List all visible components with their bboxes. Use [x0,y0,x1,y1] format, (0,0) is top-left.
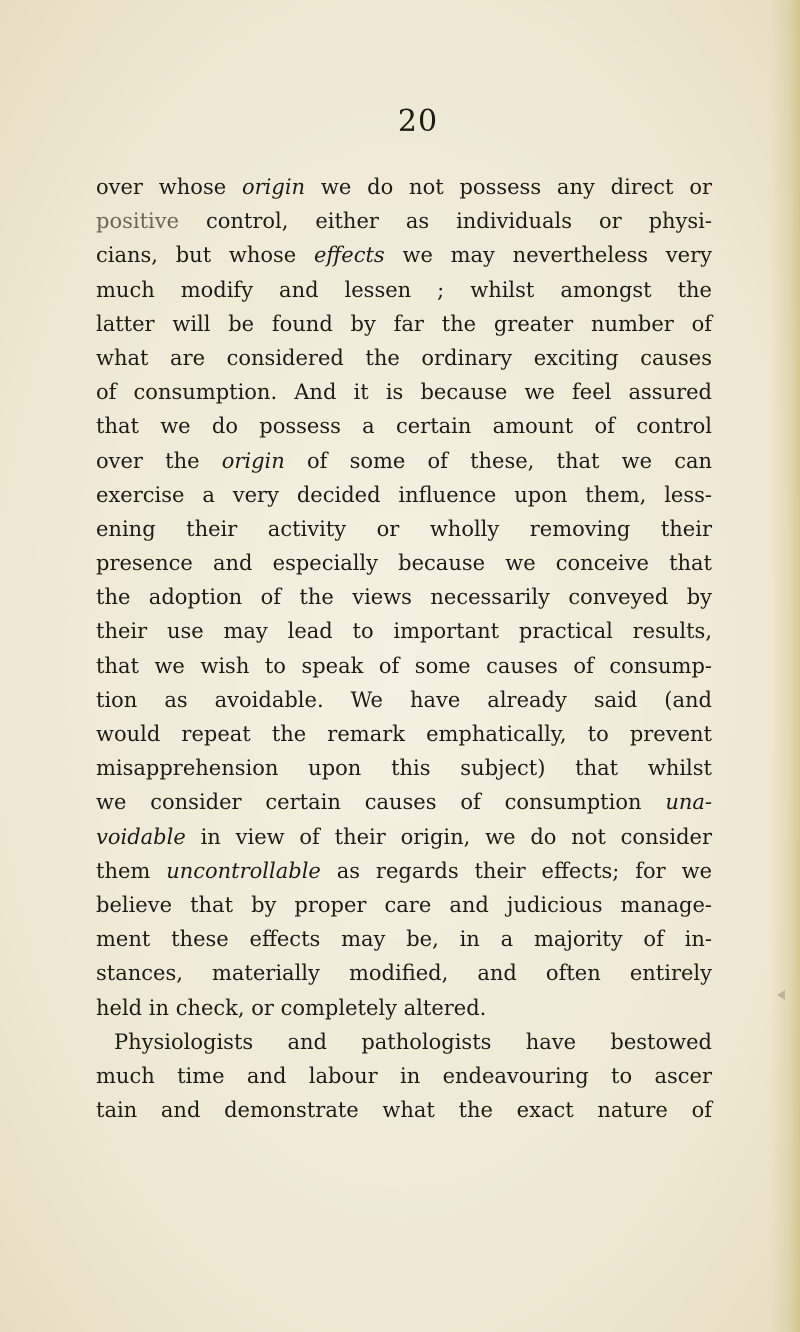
text-line: we consider certain causes of consumption una- [96,790,712,815]
text-line: that we wish to speak of some causes of consump- [96,653,712,678]
text-line: Physiologists and pathologists have bestowed [114,1029,712,1054]
text-line: tion as avoidable. We have already said (and [96,687,712,712]
text-line: misapprehension upon this subject) that whilst [96,756,712,781]
text-line: of consumption. And it is because we feel assured [96,380,712,405]
text-line: ening their activity or wholly removing their [96,516,712,541]
page-number: 20 [397,104,439,139]
text-line: ment these effects may be, in a majority of in- [96,927,712,952]
text-line: their use may lead to important practical results, [96,619,712,644]
text-line: much modify and lessen ; whilst amongst the [96,277,712,302]
text-line: tain and demonstrate what the exact nature of [96,1098,712,1123]
text-line: voidable in view of their origin, we do not consider [96,824,712,849]
text-line: them uncontrollable as regards their effects; for we [96,858,712,883]
text-line: much time and labour in endeavouring to ascer [96,1063,712,1088]
text-line: cians, but whose effects we may nevertheless very [96,243,712,268]
body-text [96,170,712,1127]
text-line: over the origin of some of these, that we can [96,448,712,473]
text-line: would repeat the remark emphatically, to prevent [96,722,712,746]
text-line: over whose origin we do not possess any direct or [96,175,712,199]
text-line: positive control, either as individuals or physi- [96,209,712,234]
text-line: held in check, or completely altered. [96,995,487,1020]
text-line: what are considered the ordinary exciting causes [96,345,712,370]
text-line: stances, materially modified, and often entirely [96,961,712,986]
text-line: latter will be found by far the greater number of [96,311,712,336]
text-line: the adoption of the views necessarily conveyed by [96,585,712,610]
page-edge-mark [777,990,785,1000]
text-line: that we do possess a certain amount of control [96,414,712,439]
text-line: presence and especially because we conceive that [96,551,712,576]
text-line: exercise a very decided influence upon them, less- [96,482,712,507]
text-line: believe that by proper care and judicious manage- [96,892,712,917]
